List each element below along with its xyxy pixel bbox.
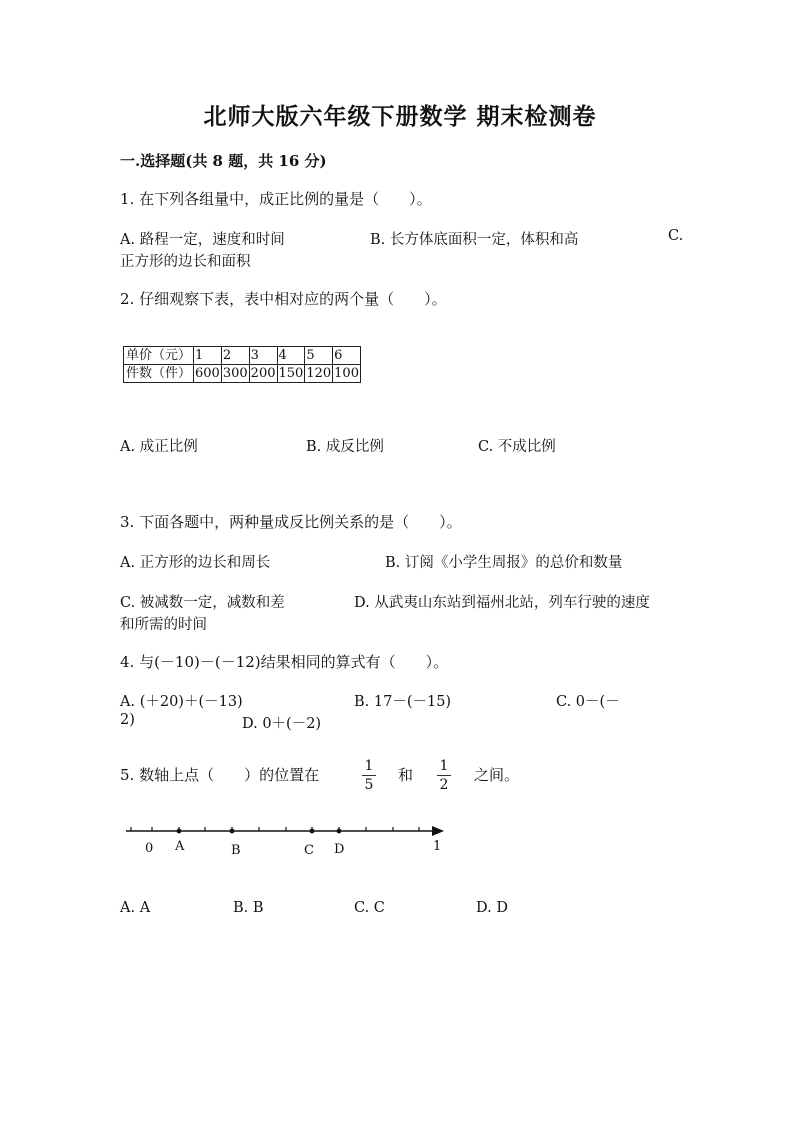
- q1-option-b[interactable]: B. 长方体底面积一定，体积和高: [370, 232, 579, 248]
- table-cell: 6: [333, 347, 361, 365]
- q5-option-c[interactable]: C. C: [354, 900, 385, 916]
- q3-option-b[interactable]: B. 订阅《小学生周报》的总价和数量: [385, 555, 623, 571]
- page-title: 北师大版六年级下册数学 期末检测卷: [203, 103, 597, 130]
- table-row: [124, 365, 361, 383]
- question-4: 4. 与(－10)－(－12)结果相同的算式有（ ）。: [120, 653, 449, 671]
- question-5-text: 5. 数轴上点（ ）的位置在: [120, 766, 320, 784]
- table-row-label: 件数（件）: [124, 365, 194, 383]
- q4-option-b[interactable]: B. 17－(－15): [354, 694, 452, 710]
- table-cell: 200: [250, 366, 276, 381]
- q4-option-d[interactable]: D. 0＋(－2): [242, 716, 322, 732]
- fraction-one-fifth: [362, 758, 376, 793]
- question-3: 3. 下面各题中，两种量成反比例关系的是（ ）。: [120, 513, 462, 531]
- number-line: [118, 818, 458, 864]
- q1-option-c-continued: 正方形的边长和面积: [120, 254, 251, 270]
- table-cell: 4: [277, 347, 305, 365]
- fraction-denominator: 5: [364, 777, 374, 793]
- q2-option-b[interactable]: B. 成反比例: [306, 439, 384, 455]
- fraction-numerator: 1: [439, 758, 449, 774]
- fraction-denominator: 2: [439, 777, 449, 793]
- q4-option-a[interactable]: A. (＋20)＋(－13): [120, 694, 243, 710]
- table-cell: 150: [278, 366, 304, 381]
- q1-option-a[interactable]: A. 路程一定，速度和时间: [120, 232, 285, 248]
- table-cell: 2: [221, 347, 249, 365]
- table-cell: 1: [194, 347, 222, 365]
- table-cell: 100: [334, 366, 359, 381]
- fraction-bar: [437, 775, 451, 776]
- point-c-dot: [310, 829, 315, 834]
- label-b: B: [231, 843, 241, 858]
- q4-option-c-continued: 2): [120, 712, 135, 728]
- label-d: D: [334, 842, 345, 857]
- point-a-dot: [177, 829, 182, 834]
- question-2: 2. 仔细观察下表，表中相对应的两个量（ ）。: [120, 290, 447, 308]
- question-5-and: 和: [398, 766, 414, 784]
- price-quantity-table: [123, 346, 361, 383]
- q3-option-d-continued: 和所需的时间: [120, 617, 207, 633]
- q3-option-d[interactable]: D. 从武夷山东站到福州北站，列车行驶的速度: [354, 595, 650, 611]
- question-1: 1. 在下列各组量中，成正比例的量是（ ）。: [120, 190, 432, 208]
- point-d-dot: [337, 829, 342, 834]
- section-heading: 一.选择题(共 8 题，共 16 分): [120, 152, 327, 170]
- label-c: C: [304, 843, 314, 858]
- fraction-one-half: [437, 758, 451, 793]
- table-cell: 300: [222, 366, 248, 381]
- fraction-numerator: 1: [364, 758, 374, 774]
- label-one: 1: [433, 839, 442, 854]
- q5-option-a[interactable]: A. A: [120, 900, 151, 916]
- q3-option-c[interactable]: C. 被减数一定，减数和差: [120, 595, 285, 611]
- q5-option-b[interactable]: B. B: [233, 900, 264, 916]
- table-cell: 3: [249, 347, 277, 365]
- q1-option-c[interactable]: C.: [668, 228, 684, 244]
- question-5-end: 之间。: [474, 766, 520, 784]
- q2-option-a[interactable]: A. 成正比例: [120, 439, 198, 455]
- q5-option-d[interactable]: D. D: [476, 900, 508, 916]
- q3-option-a[interactable]: A. 正方形的边长和周长: [120, 555, 271, 571]
- point-b-dot: [230, 829, 235, 834]
- table-row-label: 单价（元）: [124, 347, 194, 365]
- table-cell: 120: [306, 366, 332, 381]
- number-line-arrow: [432, 826, 444, 836]
- table-row: [124, 347, 361, 365]
- label-zero: 0: [145, 841, 154, 856]
- fraction-bar: [362, 775, 376, 776]
- label-a: A: [175, 839, 185, 854]
- q4-option-c[interactable]: C. 0－(－: [556, 694, 620, 710]
- q2-option-c[interactable]: C. 不成比例: [478, 439, 556, 455]
- table-cell: 5: [305, 347, 333, 365]
- table-cell: 600: [195, 366, 220, 381]
